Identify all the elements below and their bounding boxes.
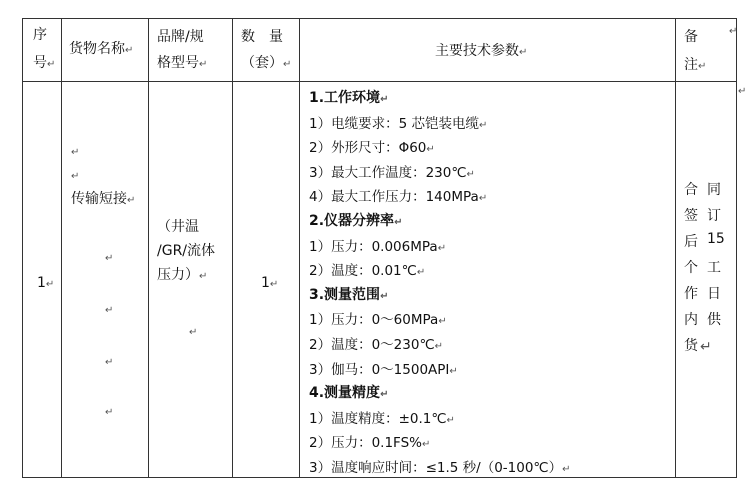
return-mark: ↵	[729, 26, 738, 37]
remark-char: 个	[684, 260, 698, 276]
header-brand-line1: 品牌/规	[157, 29, 204, 45]
return-mark: ↵	[438, 316, 447, 328]
return-mark: ↵	[105, 357, 114, 368]
param-line	[309, 185, 487, 205]
param-text: 3）伽马：0～1500API	[309, 361, 450, 378]
param-text: 4）最大工作压力：140MPa	[309, 189, 479, 206]
col-divider	[232, 19, 233, 477]
return-mark: ↵	[394, 217, 403, 228]
remark-char: 日	[707, 286, 721, 302]
remark-char: 订	[707, 208, 721, 224]
return-mark: ↵	[105, 407, 114, 418]
param-text: 2）温度：0～230℃	[309, 337, 435, 353]
param-line	[309, 235, 446, 255]
param-text: 1）压力：0～60MPa	[309, 312, 439, 329]
row-seq: 1↵	[37, 275, 55, 291]
row-model-line3: 压力）↵	[157, 267, 208, 283]
return-mark: ↵	[478, 193, 488, 205]
param-line	[309, 456, 571, 476]
col-divider	[299, 19, 300, 477]
header-qty-line2: （套）↵	[241, 55, 292, 71]
col-divider	[675, 19, 676, 477]
spec-table	[22, 18, 737, 478]
param-line	[309, 161, 475, 181]
return-mark: ↵	[700, 339, 712, 355]
remark-char: 供	[707, 312, 721, 328]
param-line	[309, 259, 425, 279]
param-section-heading	[309, 210, 402, 230]
return-mark: ↵	[71, 147, 80, 158]
return-mark: ↵	[189, 327, 198, 338]
return-mark: ↵	[434, 341, 443, 352]
param-text: 4.测量精度	[309, 385, 381, 402]
param-line	[309, 136, 435, 156]
remark-char: 内	[684, 312, 698, 328]
return-mark: ↵	[380, 94, 389, 105]
param-text: 3）最大工作温度：230℃	[309, 164, 467, 181]
return-mark: ↵	[416, 267, 426, 279]
param-section-heading	[309, 284, 388, 304]
header-qty-line1: 数 量	[241, 29, 283, 45]
return-mark: ↵	[421, 439, 431, 451]
param-text: 2）温度：0.01℃	[309, 263, 417, 280]
remark-char: 合	[684, 182, 698, 198]
return-mark: ↵	[380, 290, 389, 302]
remark-char: 工	[707, 260, 721, 276]
remark-char: 货	[684, 338, 698, 354]
return-mark: ↵	[426, 144, 435, 156]
return-mark: ↵	[478, 119, 488, 131]
row-model-line1: （井温	[157, 219, 199, 235]
header-main-params: 主要技术参数↵	[435, 43, 528, 59]
param-text: 1.工作环境	[309, 90, 381, 106]
remark-char: 同	[707, 182, 721, 198]
param-text: 1）压力：0.006MPa	[309, 238, 438, 255]
row-goods-name: 传输短接↵	[71, 191, 136, 207]
param-section-heading	[309, 87, 388, 107]
param-line	[309, 112, 487, 132]
header-remarks-line1: 备	[684, 29, 698, 45]
remark-char: 15	[707, 231, 725, 247]
return-mark: ↵	[562, 464, 571, 475]
header-divider	[23, 81, 736, 82]
header-goods-name: 货物名称↵	[69, 41, 134, 57]
param-text: 2.仪器分辨率	[309, 213, 395, 229]
param-line	[309, 358, 458, 378]
param-text: 2）压力：0.1FS%	[309, 435, 422, 452]
header-brand-line2: 格型号↵	[157, 55, 208, 71]
col-divider	[148, 19, 149, 477]
header-seq-line2: 号↵	[33, 55, 56, 71]
return-mark: ↵	[380, 389, 389, 401]
param-section-heading	[309, 382, 388, 402]
row-qty: 1↵	[261, 275, 279, 291]
remark-char: 作	[684, 286, 698, 302]
return-mark: ↵	[105, 253, 114, 264]
header-remarks-line2: 注↵	[684, 57, 707, 73]
remark-char: 后	[684, 234, 698, 250]
param-text: 3.测量范围	[309, 286, 381, 303]
return-mark: ↵	[449, 365, 458, 377]
param-line	[309, 333, 443, 353]
param-text: 1）温度精度：±0.1℃	[309, 410, 447, 427]
param-text: 3）温度响应时间：≤1.5 秒/（0-100℃）	[309, 460, 563, 476]
return-mark: ↵	[738, 86, 747, 97]
return-mark: ↵	[437, 242, 447, 254]
remark-char: 签	[684, 208, 698, 224]
col-divider	[61, 19, 62, 477]
param-text: 1）电缆要求：5 芯铠装电缆	[309, 115, 479, 132]
param-text: 2）外形尺寸：Φ60	[309, 140, 427, 157]
return-mark: ↵	[105, 305, 114, 316]
param-line	[309, 308, 447, 328]
header-seq-line1: 序	[33, 27, 47, 43]
return-mark: ↵	[446, 414, 455, 426]
row-model-line2: /GR/流体	[157, 243, 216, 259]
return-mark: ↵	[466, 168, 475, 180]
param-line	[309, 407, 455, 427]
return-mark: ↵	[71, 171, 80, 182]
param-line	[309, 431, 430, 451]
